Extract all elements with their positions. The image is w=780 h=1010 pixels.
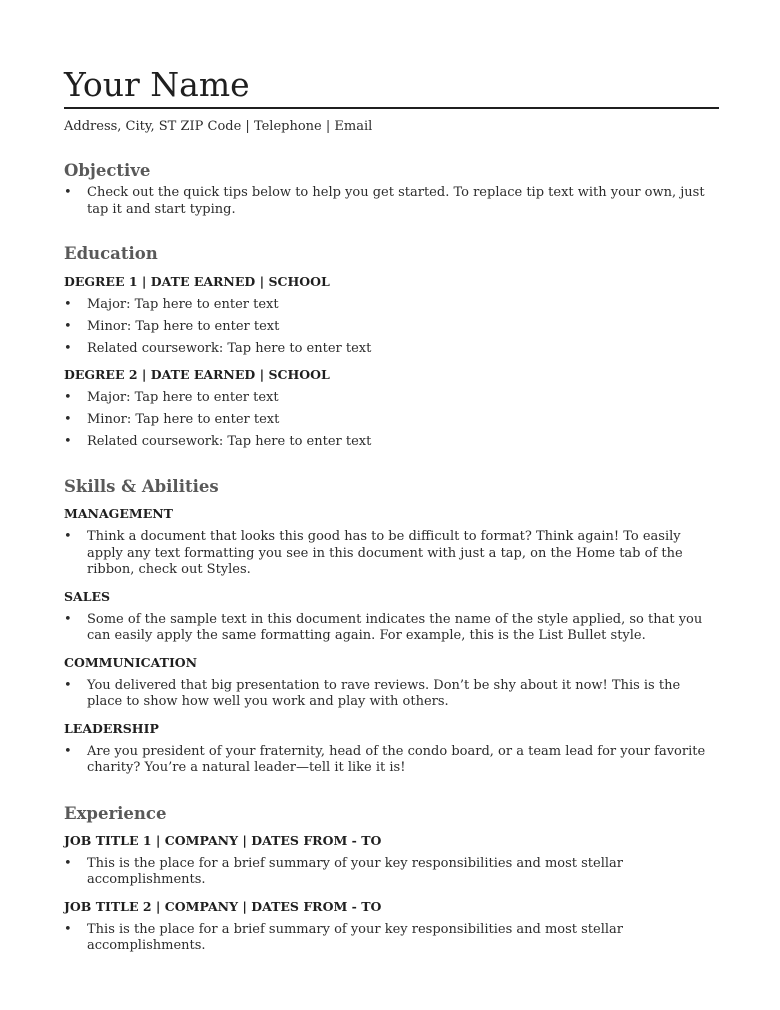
skill-entry-leadership: [64, 721, 719, 777]
degree-heading[interactable]: DEGREE 1 | DATE EARNED | SCHOOL: [64, 274, 330, 289]
education-entry-1: [64, 274, 719, 358]
degree-heading[interactable]: DEGREE 2 | DATE EARNED | SCHOOL: [64, 366, 330, 382]
list-item[interactable]: • You delivered that big presentation to rave reviews. Don’t be shy about it now! This is the place to show how well you work and play with others.: [64, 678, 719, 711]
list-item[interactable]: • Minor: Tap here to enter text: [64, 319, 719, 336]
skill-heading[interactable]: COMMUNICATION: [64, 654, 198, 670]
skills-title: Skills & Abilities: [64, 477, 219, 496]
skill-entry-sales: [64, 589, 719, 645]
objective-section: [64, 160, 719, 218]
education-title: Education: [64, 244, 158, 263]
list-item[interactable]: • Related coursework: Tap here to enter text: [64, 341, 719, 358]
experience-section: [64, 803, 719, 955]
list-item[interactable]: • Minor: Tap here to enter text: [64, 412, 719, 429]
skill-entry-management: [64, 506, 719, 579]
skills-section: [64, 476, 719, 777]
experience-title: Experience: [64, 803, 167, 823]
list-item[interactable]: • Related coursework: Tap here to enter text: [64, 434, 719, 451]
job-list: [64, 856, 719, 889]
job-list: [64, 922, 719, 955]
job-heading[interactable]: JOB TITLE 1 | COMPANY | DATES FROM - TO: [64, 832, 382, 848]
experience-entry-1: [64, 833, 719, 889]
skill-heading[interactable]: MANAGEMENT: [64, 506, 173, 521]
experience-entry-2: [64, 899, 719, 955]
list-item[interactable]: • This is the place for a brief summary of your key responsibilities and most stellar accomplishments.: [64, 922, 719, 955]
header-rule: [64, 107, 719, 109]
skill-list: [64, 612, 719, 645]
degree-list: [64, 390, 719, 451]
list-item[interactable]: • Some of the sample text in this document indicates the name of the style applied, so that you can easily apply the same formatting again. For example, this is the List Bullet style.: [64, 612, 719, 645]
skill-list: [64, 744, 719, 777]
list-item[interactable]: • Think a document that looks this good has to be difficult to format? Think again! To easily apply any text formatting you see in this document with just a tap, on the Home tab of the ribbon, check out Styles.: [64, 529, 719, 579]
contact-line[interactable]: Address, City, ST ZIP Code | Telephone | Email: [64, 119, 373, 134]
skill-entry-communication: [64, 655, 719, 711]
education-entry-2: [64, 367, 719, 451]
objective-title: Objective: [64, 161, 151, 180]
list-item[interactable]: • Major: Tap here to enter text: [64, 390, 719, 407]
skill-list: [64, 529, 719, 579]
skill-list: [64, 678, 719, 711]
name-heading[interactable]: Your Name: [64, 65, 250, 104]
list-item[interactable]: • Are you president of your fraternity, head of the condo board, or a team lead for your favorite charity? You’re a natural leader—tell it like it is!: [64, 744, 719, 777]
skill-heading[interactable]: SALES: [64, 588, 111, 604]
objective-list: [64, 185, 719, 218]
education-section: [64, 243, 719, 450]
list-item[interactable]: • This is the place for a brief summary of your key responsibilities and most stellar accomplishments.: [64, 856, 719, 889]
objective-item[interactable]: • Check out the quick tips below to help you get started. To replace tip text with your own, just tap it and start typing.: [64, 185, 719, 218]
resume-body: [64, 160, 719, 955]
job-heading[interactable]: JOB TITLE 2 | COMPANY | DATES FROM - TO: [64, 898, 382, 914]
list-item[interactable]: • Major: Tap here to enter text: [64, 297, 719, 314]
skill-heading[interactable]: LEADERSHIP: [64, 720, 159, 736]
degree-list: [64, 297, 719, 358]
